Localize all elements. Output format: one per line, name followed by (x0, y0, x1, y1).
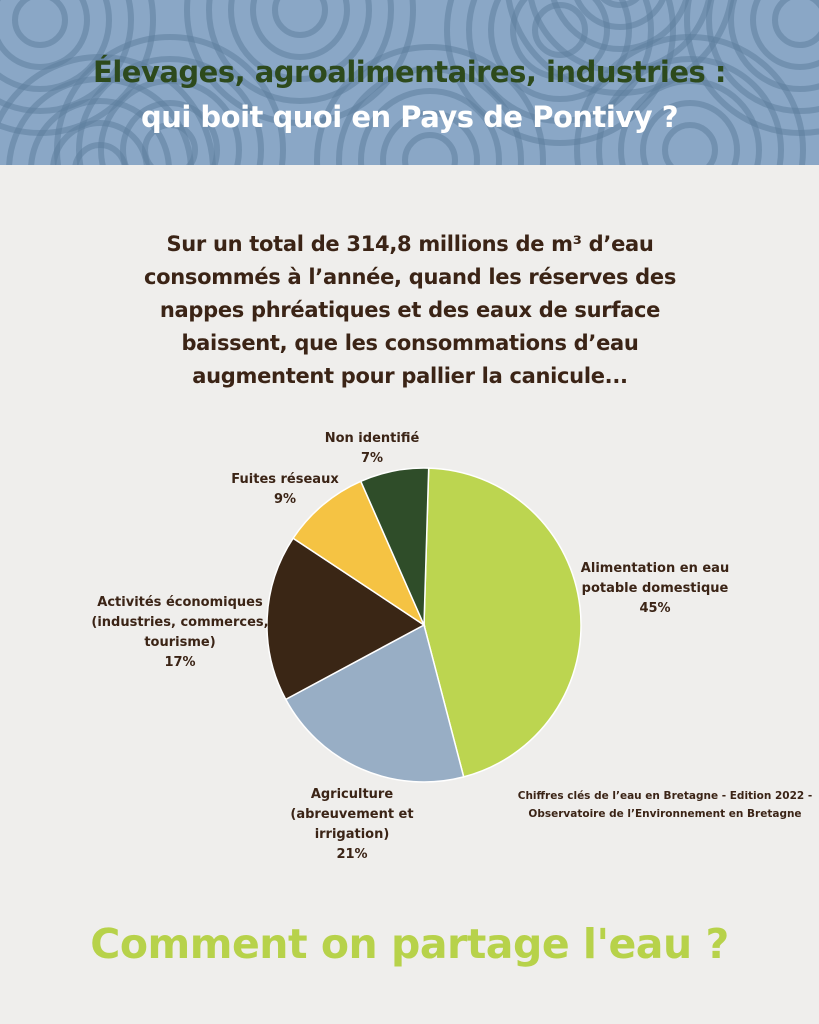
bottom-title: Comment on partage l'eau ? (90, 920, 729, 968)
slice-label: Fuites réseaux 9% (231, 472, 339, 507)
source-line-2: Observatoire de l’Environnement en Bretagne (528, 808, 802, 820)
source-line-1: Chiffres clés de l’eau en Bretagne - Edition 2022 - (517, 790, 813, 802)
page-title-line-1: Élevages, agroalimentaires, industries : (93, 55, 726, 89)
slice-label: Non identifié 7% (324, 431, 420, 466)
source-citation (515, 787, 815, 823)
slice-label: Activités économiques (industries, commerces, tourisme) 17% (91, 595, 269, 670)
intro-text: Sur un total de 314,8 millions de m³ d’eau consommés à l’année, quand les réserves des nappes phréatiques et des eaux de surface baissent, que les consommations d’eau augmentent pour pallier la canicule... (143, 232, 677, 388)
slice-label: Alimentation en eau potable domestique 45% (580, 561, 730, 616)
page-title-line-2: qui boit quoi en Pays de Pontivy ? (140, 100, 679, 134)
slice-label: Agriculture (abreuvement et irrigation) 21% (290, 787, 414, 862)
